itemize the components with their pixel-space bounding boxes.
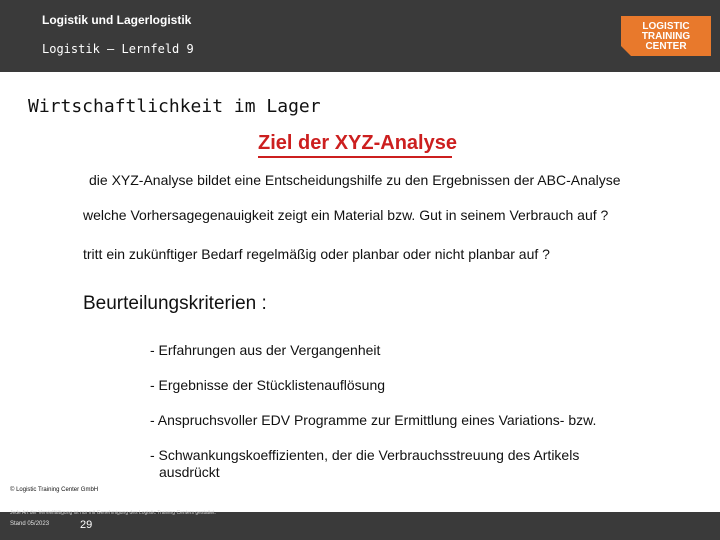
logo-line-1: LOGISTIC — [642, 21, 690, 32]
criterion-4: - Schwankungskoeffizienten, der die Verbrauchsstreuung des Artikels — [150, 447, 580, 463]
footer-stand-date: Stand 05/2023 — [10, 521, 50, 527]
logo-line-3: CENTER — [645, 41, 687, 52]
logo-notch — [621, 46, 631, 56]
slide-title: Ziel der XYZ-Analyse — [258, 132, 457, 154]
question-1: die XYZ-Analyse bildet eine Entscheidungshilfe zu den Ergebnissen der ABC-Analyse — [89, 172, 621, 188]
criterion-4-continuation: ausdrückt — [159, 464, 220, 480]
section-title: Wirtschaftlichkeit im Lager — [28, 96, 321, 117]
footer-note: Jede Art der Vervielfältigung ist nur mit Genehmigung des Logistic Training Centers gestattet. — [10, 510, 216, 516]
slide-title-underline — [258, 156, 452, 158]
criteria-heading: Beurteilungskriterien : — [83, 293, 267, 314]
criterion-2: - Ergebnisse der Stücklistenauflösung — [150, 377, 386, 393]
criterion-1: - Erfahrungen aus der Vergangenheit — [150, 342, 381, 358]
page-number: 29 — [80, 519, 93, 531]
logo-line-2: TRAINING — [641, 31, 691, 42]
header-title: Logistik und Lagerlogistik — [42, 13, 192, 27]
logistic-training-center-logo — [621, 16, 711, 56]
header-bar — [0, 0, 720, 72]
header-subtitle: Logistik – Lernfeld 9 — [42, 42, 194, 56]
criterion-3: - Anspruchsvoller EDV Programme zur Ermittlung eines Variations- bzw. — [150, 412, 597, 428]
question-2: welche Vorhersagegenauigkeit zeigt ein Material bzw. Gut in seinem Verbrauch auf ? — [83, 207, 609, 223]
footer-copyright: © Logistic Training Center GmbH — [10, 487, 99, 493]
question-3: tritt ein zukünftiger Bedarf regelmäßig oder planbar oder nicht planbar auf ? — [83, 246, 550, 262]
footer-bar — [0, 512, 720, 540]
